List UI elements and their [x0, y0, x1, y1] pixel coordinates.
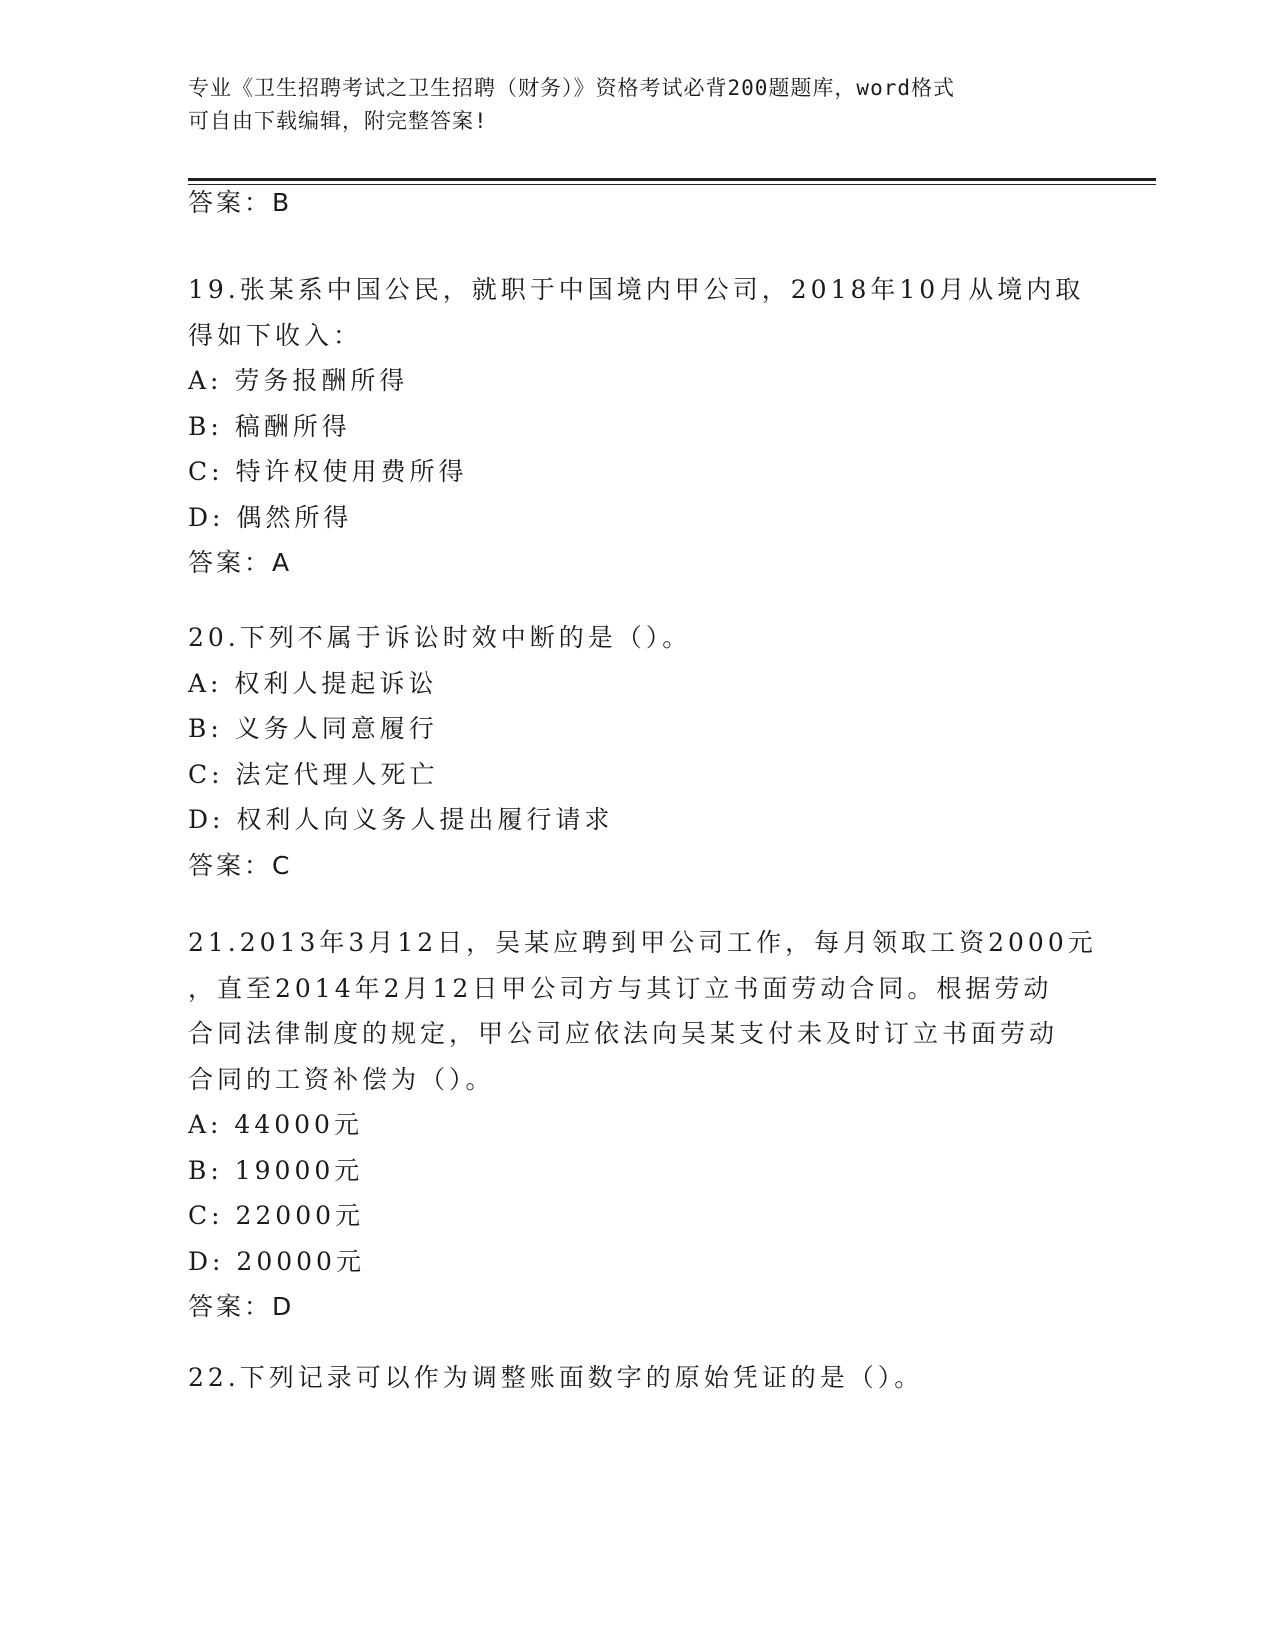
option-c: C: 22000元 — [188, 1201, 365, 1230]
question-stem: ，直至2014年2月12日甲公司方与其订立书面劳动合同。根据劳动 — [188, 973, 1053, 1003]
option-b: B: 稿酬所得 — [188, 411, 351, 441]
question-stem: 21.2013年3月12日，吴某应聘到甲公司工作，每月领取工资2000元 — [188, 928, 1097, 957]
option-a: A: 44000元 — [188, 1110, 363, 1139]
header-line-2: 可自由下载编辑，附完整答案! — [188, 109, 488, 133]
option-a: A: 权利人提起诉讼 — [188, 668, 438, 698]
question-20 — [188, 615, 1108, 888]
previous-answer-block — [188, 180, 1108, 226]
header-line-1: 专业《卫生招聘考试之卫生招聘（财务）》资格考试必背200题题库，word格式 — [188, 76, 955, 100]
option-d: D: 偶然所得 — [188, 502, 353, 532]
question-21 — [188, 920, 1108, 1330]
question-22 — [188, 1355, 1108, 1401]
option-b: B: 义务人同意履行 — [188, 714, 438, 743]
question-19 — [188, 267, 1108, 586]
option-d: D: 权利人向义务人提出履行请求 — [188, 805, 614, 834]
option-c: C: 法定代理人死亡 — [188, 759, 439, 789]
answer-label: 答案：C — [188, 850, 293, 880]
option-d: D: 20000元 — [188, 1246, 365, 1276]
answer-label: 答案：D — [188, 1292, 295, 1321]
question-stem: 20.下列不属于诉讼时效中断的是（）。 — [188, 623, 692, 652]
answer-label: 答案：A — [188, 548, 293, 577]
option-c: C: 特许权使用费所得 — [188, 457, 468, 486]
question-stem: 合同法律制度的规定，甲公司应依法向吴某支付未及时订立书面劳动 — [188, 1019, 1059, 1048]
answer-label: 答案：B — [188, 188, 293, 217]
question-stem: 得如下收入： — [188, 320, 363, 350]
question-stem: 合同的工资补偿为（）。 — [188, 1064, 495, 1094]
option-a: A: 劳务报酬所得 — [188, 366, 409, 395]
question-stem: 19.张某系中国公民，就职于中国境内甲公司，2018年10月从境内取 — [188, 275, 1085, 304]
question-stem: 22.下列记录可以作为调整账面数字的原始凭证的是（）。 — [188, 1363, 924, 1392]
option-b: B: 19000元 — [188, 1155, 364, 1185]
document-header — [188, 72, 1088, 138]
